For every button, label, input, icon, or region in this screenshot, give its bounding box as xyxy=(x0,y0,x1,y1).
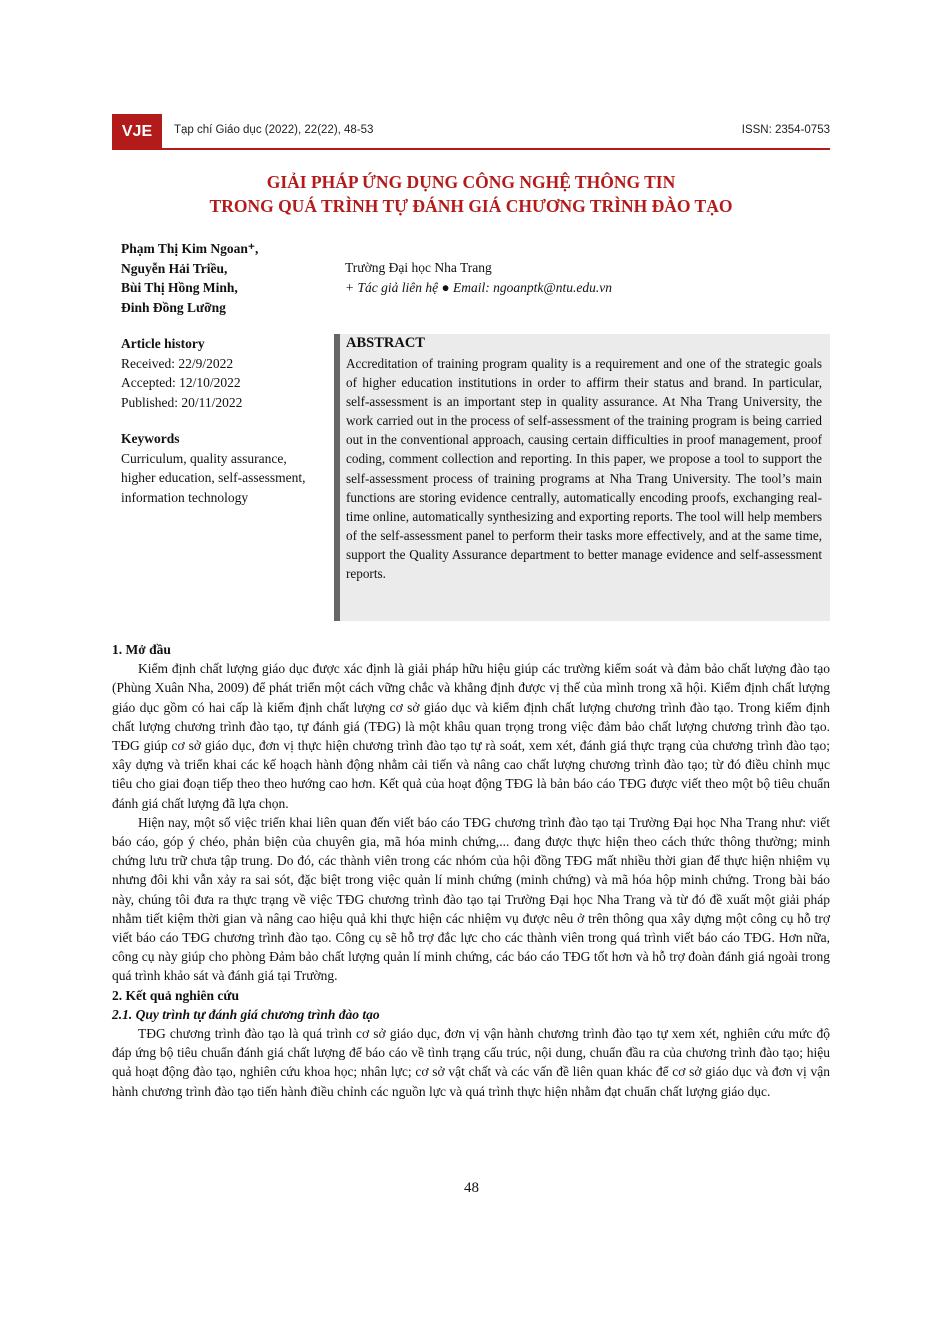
article-history-heading: Article history xyxy=(121,336,205,351)
abstract-accent-bar xyxy=(334,334,340,621)
section-2-1-paragraph-1: TĐG chương trình đào tạo là quá trình cơ sở giáo dục, đơn vị vận hành chương trình đào tạo tự xem xét, nghiên cứu mức độ đáp ứng bộ tiêu chuẩn đánh giá chất lượng để báo cáo về tình trạng cấu trúc, nội dung, chuẩn đầu ra của chương trình đào tạo; hiệu quả hoạt động đào tạo, nghiên cứu khoa học; nhân lực; cơ sở vật chất và các vấn đề liên quan khác để cơ sở giáo dục và đơn vị vận hành chương trình đào tạo tiến hành điều chỉnh các nguồn lực và quá trình thực hiện nhằm đạt chuẩn chất lượng giáo dục. xyxy=(112,1026,830,1099)
section-2-1-heading: 2.1. Quy trình tự đánh giá chương trình đào tạo xyxy=(112,1006,380,1022)
accepted-date: Accepted: 12/10/2022 xyxy=(121,375,241,390)
paper-title xyxy=(112,170,830,218)
title-line-2: TRONG QUÁ TRÌNH TỰ ĐÁNH GIÁ CHƯƠNG TRÌNH ĐÀO TẠO xyxy=(209,196,733,216)
author-2: Nguyễn Hải Triều, xyxy=(121,260,228,276)
article-history xyxy=(121,334,321,412)
author-list xyxy=(121,239,258,317)
institution-name: Trường Đại học Nha Trang xyxy=(345,260,492,275)
affiliation xyxy=(345,258,612,297)
vje-logo-badge: VJE xyxy=(112,114,162,150)
section-1-paragraph-1: Kiểm định chất lượng giáo dục được xác định là giải pháp hữu hiệu giúp các trường kiểm soát và đảm bảo chất lượng đào tạo (Phùng Xuân Nha, 2009) để phát triển một cách vững chắc và khẳng định được vị thế của mình trong xã hội. Kiểm định chất lượng giáo dục gồm có hai cấp là kiểm định chất lượng cơ sở giáo dục và kiểm định chất lượng chương trình đào tạo. Trong kiểm định chất lượng chương trình đào tạo, tự đánh giá (TĐG) là một khâu quan trọng trong việc đảm bảo chất lượng chương trình đào tạo. TĐG giúp cơ sở giáo dục, đơn vị thực hiện chương trình đào tạo tự rà soát, xem xét, đánh giá thực trạng của chương trình đào tạo; xây dựng và triển khai các kế hoạch hành động nhằm cải tiến và nâng cao chất lượng chương trình đào tạo; từ đó điều chỉnh mục tiêu cho giai đoạn tiếp theo theo hướng cao hơn. Kết quả của hoạt động TĐG là bản báo cáo TĐG được viết theo một bộ tiêu chuẩn đánh giá chất lượng đã lựa chọn. xyxy=(112,661,830,811)
author-4: Đinh Đồng Lưỡng xyxy=(121,299,226,315)
issn-label: ISSN: 2354-0753 xyxy=(741,124,830,136)
section-1-heading: 1. Mở đầu xyxy=(112,642,171,657)
keywords-list: Curriculum, quality assurance, higher education, self-assessment, information technology xyxy=(121,450,306,505)
keywords-heading: Keywords xyxy=(121,431,180,446)
abstract-heading: ABSTRACT xyxy=(346,335,425,351)
body-text xyxy=(112,640,830,1101)
page-number: 48 xyxy=(464,1180,479,1196)
keywords-block xyxy=(121,429,321,507)
section-2-heading: 2. Kết quả nghiên cứu xyxy=(112,987,239,1003)
header-divider xyxy=(112,148,830,150)
published-date: Published: 20/11/2022 xyxy=(121,394,243,410)
journal-header xyxy=(112,114,830,150)
abstract-box xyxy=(334,334,830,621)
section-1-paragraph-2: Hiện nay, một số việc triển khai liên quan đến viết báo cáo TĐG chương trình đào tạo tại Trường Đại học Nha Trang như: viết báo cáo, góp ý chéo, phản biện của chuyên gia, mã hóa minh chứng,... đang được thực hiện theo cách thức thông thường; minh chứng lưu trữ chưa tập trung. Do đó, các thành viên trong các nhóm của hội đồng TĐG mất nhiều thời gian để thực hiện nhiệm vụ nhưng đôi khi vẫn xảy ra sai sót, đặc biệt trong việc quản lí minh chứng (minh chứng) và mã hóa hộp minh chứng. Trong bài báo này, chúng tôi đưa ra thực trạng về việc TĐG chương trình đào tạo tại Trường Đại học Nha Trang và từ đó đề xuất một giải pháp nhằm tiết kiệm thời gian và nâng cao hiệu quả khi thực hiện các nhiệm vụ được nêu ở trên thông qua xây dựng một công cụ hỗ trợ viết báo cáo TĐG chương trình đào tạo. Công cụ sẽ hỗ trợ đắc lực cho các thành viên trong quá trình viết báo cáo TĐG. Hơn nữa, công cụ này giúp cho phòng Đảm bảo chất lượng quản lí minh chứng, các báo cáo TĐG tốt hơn và hỗ trợ đoàn đánh giá ngoài trong quá trình khảo sát và đánh giá tại Trường. xyxy=(112,814,830,984)
abstract-text: Accreditation of training program quality is a requirement and one of the strategic goals of higher education institutions in order to affirm their status and brand. In particular, self-assessment is an important step in quality assurance. At Nha Trang University, the work carried out in the process of self-assessment of the training program is being carried out in the conventional approach, causing certain difficulties in proof management, proof coding, comment collection and reporting. In this paper, we propose a tool to support the self-assessment process of training programs at Nha Trang University. The tool’s main functions are storing evidence centrally, automatically encoding proofs, exchanging real-time online, automatically synthesizing and exporting reports. The tool will help members of the self-assessment panel to perform their tasks more effectively, and at the same time, support the Quality Assurance department to better manage evidence and self-assessment reports. xyxy=(346,356,822,582)
corresponding-author-contact: + Tác giả liên hệ ● Email: ngoanptk@ntu.edu.vn xyxy=(345,279,613,295)
title-line-1: GIẢI PHÁP ỨNG DỤNG CÔNG NGHỆ THÔNG TIN xyxy=(266,172,676,192)
author-1: Phạm Thị Kim Ngoan⁺, xyxy=(121,241,259,256)
journal-citation: Tạp chí Giáo dục (2022), 22(22), 48-53 xyxy=(174,124,374,136)
author-3: Bùi Thị Hồng Minh, xyxy=(121,280,238,295)
received-date: Received: 22/9/2022 xyxy=(121,355,234,371)
